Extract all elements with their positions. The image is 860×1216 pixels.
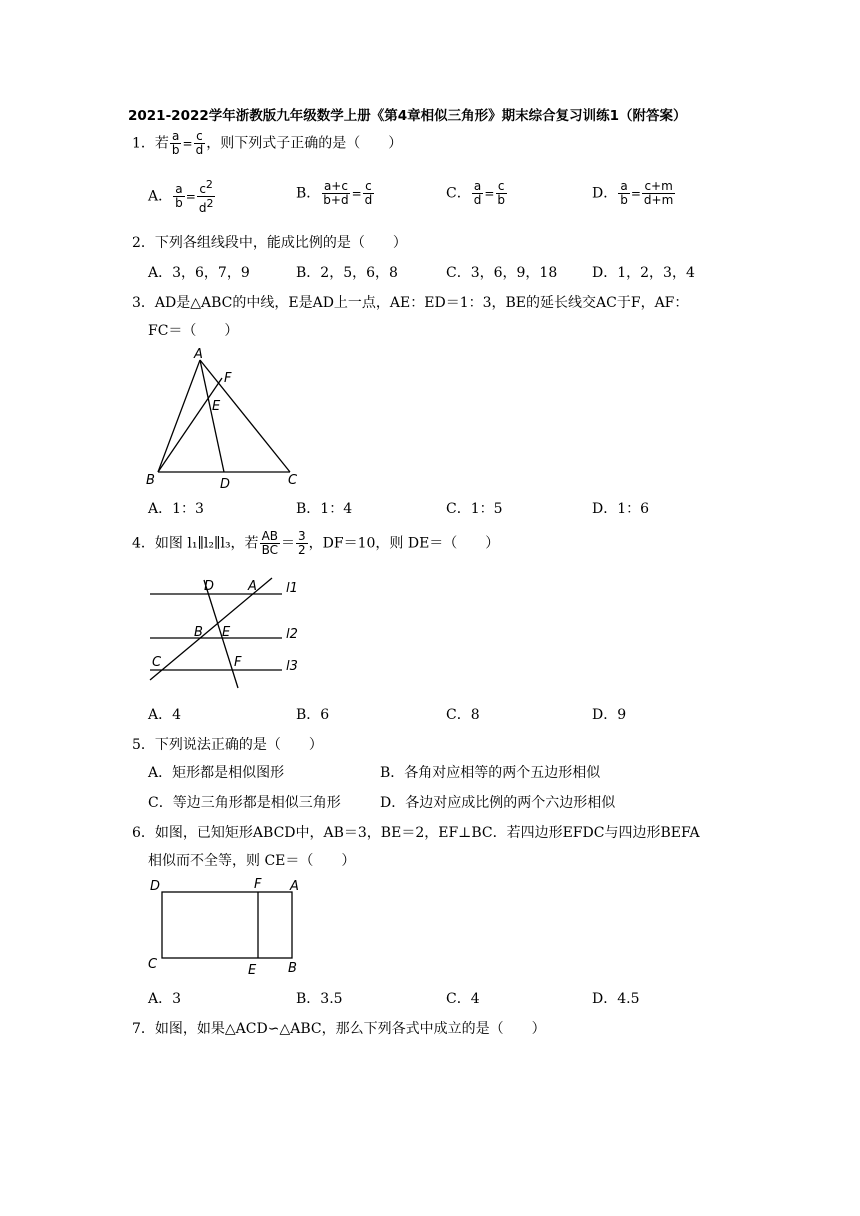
q1-option-b[interactable] [296,180,375,207]
frac-num: a [172,129,180,143]
q6-option-a[interactable]: A．3 [148,991,182,1007]
equals-sign: = [182,136,193,151]
segment-ab [158,360,200,472]
frac-num: a [473,179,482,193]
frac-den: d [195,143,204,157]
q5-option-c[interactable]: C．等边三角形都是相似三角形 [148,795,341,811]
frac-den: d [364,193,373,207]
question-1-stem [132,130,402,157]
q1-frac-cd [194,130,206,157]
rectangle-abcd [162,892,292,958]
frac-num: a+c [323,179,348,193]
superscript: 2 [206,197,214,210]
label-b: B [194,625,203,640]
segment-ac [200,360,290,472]
segment-bf [158,378,222,472]
frac-den: b [171,143,180,157]
label-e: E [212,399,221,414]
q1-suffix: ，则下列式子正确的是（ ） [206,135,403,152]
frac-den: 2 [298,543,306,557]
frac-den: d [473,193,482,207]
q6-option-b[interactable]: B．3.5 [296,991,343,1007]
question-6-line2: 相似而不全等，则 CE＝（ ） [148,853,356,869]
label-a: A [248,579,257,594]
option-label: A． [148,188,173,205]
frac [363,180,375,207]
question-2-stem: 2．下列各组线段中，能成比例的是（ ） [132,235,407,251]
q1-option-c[interactable] [446,180,508,207]
q4-option-a[interactable]: A．4 [148,707,182,723]
question-7-stem: 7．如图，如果△ACD∽△ABC，那么下列各式中成立的是（ ） [132,1021,546,1037]
frac-num: a [175,182,183,196]
q5-option-b[interactable]: B．各角对应相等的两个五边形相似 [380,765,601,781]
equals-sign: = [351,186,362,201]
q3-option-b[interactable]: B．1：4 [296,501,353,517]
equals-sign: = [630,186,641,201]
frac-num: a [620,179,628,193]
q4-option-b[interactable]: B．6 [296,707,330,723]
frac-den: b [620,193,628,207]
label-l1: l1 [286,581,298,596]
label-b: B [288,961,297,976]
option-label: C． [446,185,471,202]
q6-rectangle-figure [140,872,310,980]
transversal-df [204,580,238,688]
q3-option-c[interactable]: C．1：5 [446,501,503,517]
question-3-line2: FC＝（ ） [148,323,239,339]
frac [472,180,484,207]
q4-suffix: ，DF＝10，则 DE＝（ ） [308,535,500,552]
superscript: 2 [205,178,213,191]
label-e: E [222,625,231,640]
frac-den: b [175,196,183,210]
frac [321,180,350,207]
label-l2: l2 [286,627,298,642]
label-e: E [248,963,257,978]
equals-sign: = [484,186,495,201]
frac-den: d+m [643,193,674,207]
frac [495,180,507,207]
q1-frac-ab [170,130,182,157]
q1-prefix: 1．若 [132,135,169,152]
frac-num: c [365,179,372,193]
q2-option-c[interactable]: C．3，6，9，18 [446,265,558,281]
label-a: A [194,347,203,362]
frac-num: c+m [644,179,673,193]
label-f: F [234,655,242,670]
frac-num: c [497,179,505,193]
label-c: C [148,957,158,972]
q3-triangle-figure [140,344,310,490]
frac [173,183,185,210]
equals-sign: ＝ [281,535,296,552]
frac-den: b [497,193,506,207]
frac [642,180,675,207]
q3-option-a[interactable]: A．1：3 [148,501,204,517]
frac-den: b+d [323,193,349,207]
label-f: F [224,371,232,386]
frac-num: c [199,182,206,196]
q6-option-c[interactable]: C．4 [446,991,480,1007]
q1-option-d[interactable] [592,180,676,207]
label-d: D [204,579,215,594]
frac [618,180,630,207]
q4-frac-ab-bc [260,530,280,557]
frac-num: 3 [298,529,306,543]
question-5-stem: 5．下列说法正确的是（ ） [132,737,323,753]
option-label: B． [296,185,321,202]
segment-ad [200,360,224,472]
label-c: C [288,473,298,488]
frac-den: d [198,201,207,215]
frac-den: BC [261,543,278,557]
q4-prefix: 4．如图 l₁∥l₂∥l₃，若 [132,535,259,552]
option-label: D． [592,185,618,202]
q4-option-d[interactable]: D．9 [592,707,627,723]
q3-option-d[interactable]: D．1：6 [592,501,650,517]
q1-option-a[interactable] [148,178,216,215]
label-d: D [220,477,231,490]
q4-option-c[interactable]: C．8 [446,707,480,723]
label-l3: l3 [286,659,298,674]
q5-option-a[interactable]: A．矩形都是相似图形 [148,765,285,781]
q5-option-d[interactable]: D．各边对应成比例的两个六边形相似 [380,795,616,811]
label-b: B [146,473,155,488]
q4-parallel-lines-figure [140,572,310,694]
q6-option-d[interactable]: D．4.5 [592,991,640,1007]
label-c: C [152,655,162,670]
question-6-line1: 6．如图，已知矩形ABCD中，AB＝3，BE＝2，EF⊥BC．若四边形EFDC与四边形BEFA [132,825,700,841]
q2-option-a[interactable]: A．3，6，7，9 [148,265,250,281]
frac-num: c [196,129,203,143]
label-d: D [150,879,161,894]
q2-option-d[interactable]: D．1，2，3，4 [592,265,695,281]
question-3-line1: 3．AD是△ABC的中线，E是AD上一点，AE：ED＝1：3，BE的延长线交AC于F，AF： [132,295,689,311]
label-a: A [290,879,299,894]
q4-frac-3-2 [296,530,308,557]
frac [197,178,216,215]
question-4-stem [132,530,499,557]
page-title: 2021-2022学年浙教版九年级数学上册《第4章相似三角形》期末综合复习训练1（附答案） [128,108,687,124]
q2-option-b[interactable]: B．2，5，6，8 [296,265,398,281]
equals-sign: = [185,189,196,204]
label-f: F [254,877,262,892]
frac-num: AB [261,529,279,543]
